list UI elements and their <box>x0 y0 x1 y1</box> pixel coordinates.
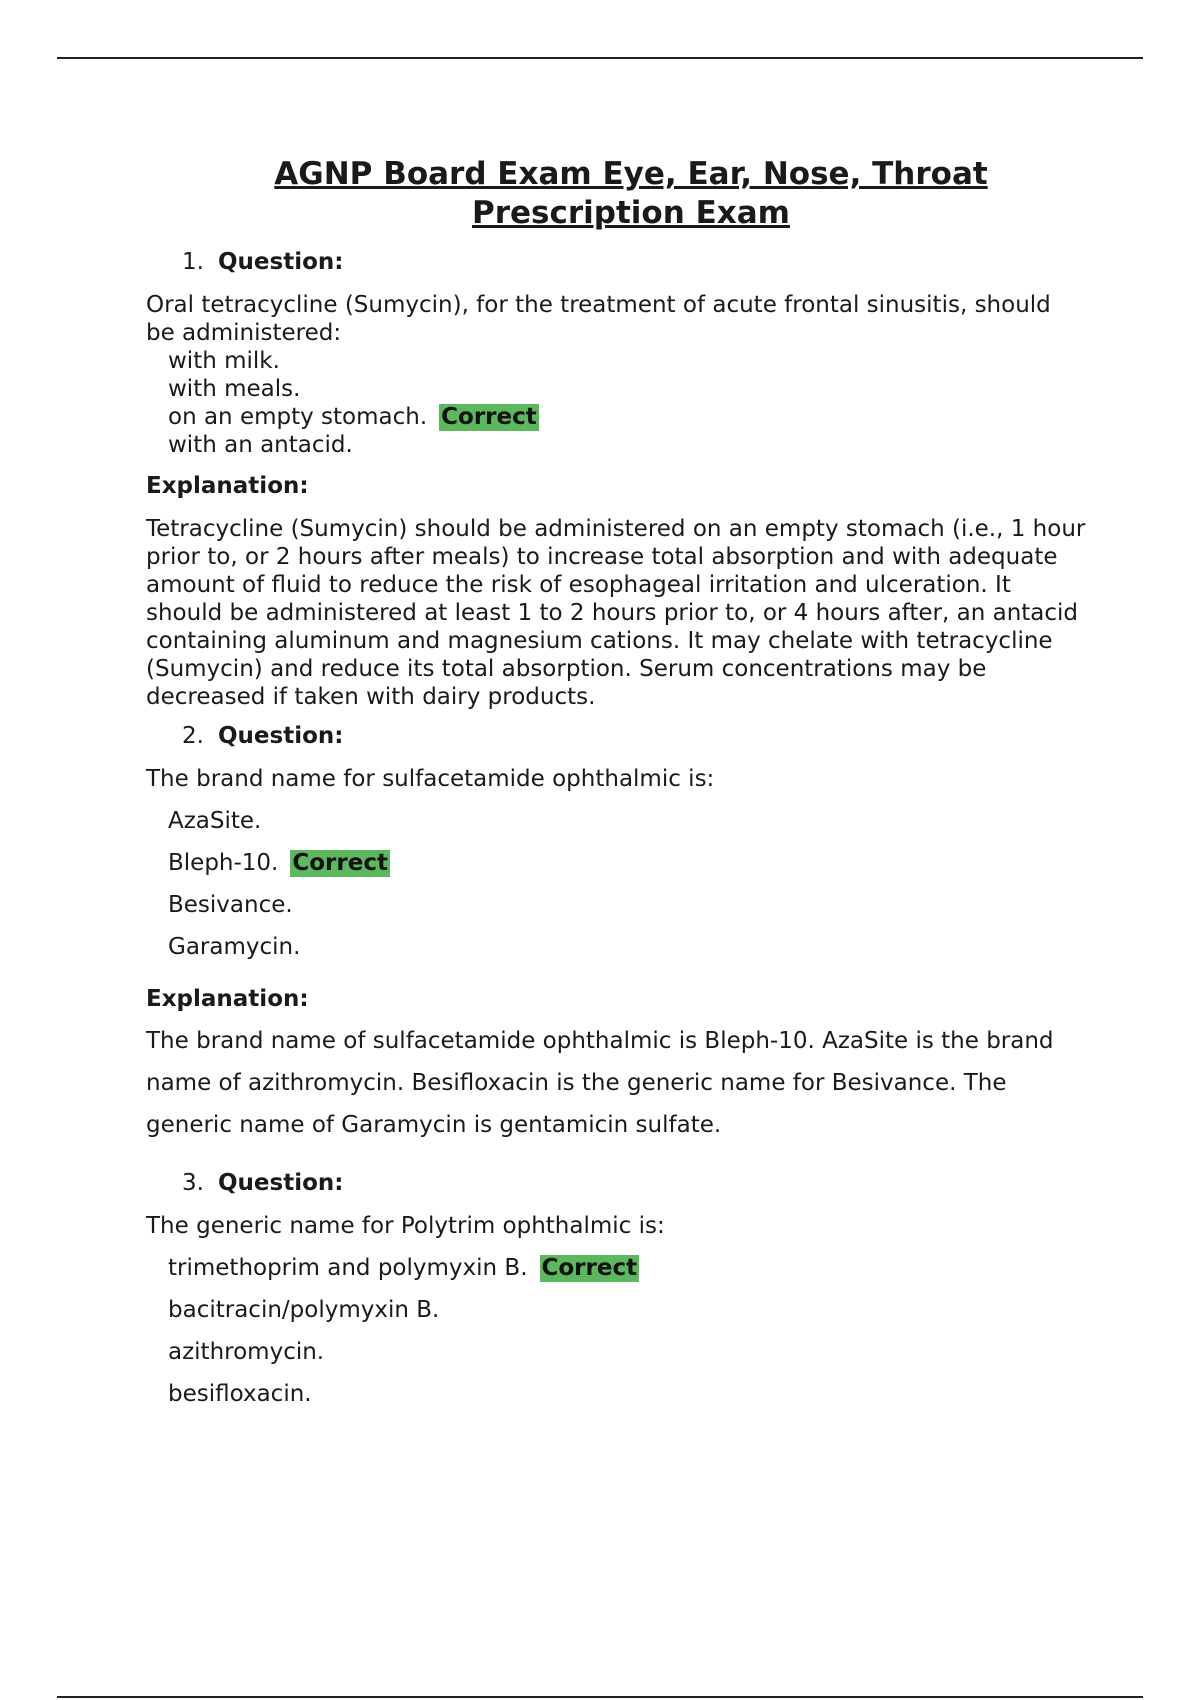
question-1-number: 1. <box>182 249 204 275</box>
option-text: with an antacid. <box>168 432 353 458</box>
question-2-text: The brand name for sulfacetamide ophthalmic is: <box>146 766 715 792</box>
option-text: with meals. <box>168 376 301 402</box>
question-2-option-c <box>168 890 1086 920</box>
question-3-option-b <box>168 1295 1086 1325</box>
question-2 <box>146 721 1086 1146</box>
question-1-heading <box>182 247 1086 277</box>
question-1-option-a <box>168 347 1086 375</box>
question-1-text: Oral tetracycline (Sumycin), for the treatment of acute frontal sinusitis, should be administered: <box>146 292 1051 346</box>
question-3-heading <box>182 1168 1086 1198</box>
question-2-option-b <box>168 848 1086 878</box>
question-1-option-b <box>168 375 1086 403</box>
option-text: Garamycin. <box>168 934 301 960</box>
question-1-option-d <box>168 431 1086 459</box>
question-1-label: Question: <box>218 249 344 275</box>
correct-badge: Correct <box>292 850 388 876</box>
question-2-option-a <box>168 806 1086 836</box>
question-3-options <box>146 1253 1086 1409</box>
question-1-explanation: Tetracycline (Sumycin) should be administered on an empty stomach (i.e., 1 hour prior to, or 2 hours after meals) to increase total absorption and with adequate amount of fluid to reduce the risk of esophageal irritation and ulceration. It should be administered at least 1 to 2 hours prior to, or 4 hours after, an antacid containing aluminum and magnesium cations. It may chelate with tetracycline (Sumycin) and reduce its total absorption. Serum concentrations may be decreased if taken with dairy products. <box>146 516 1086 710</box>
option-text: with milk. <box>168 348 280 374</box>
title-line-2: Prescription Exam <box>472 195 790 231</box>
document-page <box>146 155 1086 1421</box>
option-text: AzaSite. <box>168 808 262 834</box>
question-1-option-c <box>168 403 1086 431</box>
question-2-options <box>146 806 1086 962</box>
option-text: azithromycin. <box>168 1339 325 1365</box>
question-1-options <box>146 347 1086 459</box>
question-3-option-a <box>168 1253 1086 1283</box>
question-2-explanation: The brand name of sulfacetamide ophthalmic is Bleph-10. AzaSite is the brand name of azithromycin. Besifloxacin is the generic name for Besivance. The generic name of Garamycin is gentamicin sulfate. <box>146 1028 1054 1138</box>
correct-badge: Correct <box>541 1255 638 1281</box>
question-2-label: Question: <box>218 723 344 749</box>
option-text: Besivance. <box>168 892 293 918</box>
document-title <box>146 155 1086 233</box>
question-2-heading <box>182 721 1086 751</box>
title-line-1: AGNP Board Exam Eye, Ear, Nose, Throat <box>274 156 988 192</box>
question-3-number: 3. <box>182 1170 204 1196</box>
option-text: Bleph-10. <box>168 850 279 876</box>
question-1-explanation-heading: Explanation: <box>146 473 309 499</box>
question-2-explanation-heading: Explanation: <box>146 986 309 1012</box>
option-text: trimethoprim and polymyxin B. <box>168 1255 528 1281</box>
top-rule <box>57 57 1143 59</box>
correct-badge: Correct <box>441 404 537 430</box>
option-text: besifloxacin. <box>168 1381 312 1407</box>
question-1 <box>146 247 1086 711</box>
option-text: bacitracin/polymyxin B. <box>168 1297 440 1323</box>
question-3-text: The generic name for Polytrim ophthalmic is: <box>146 1213 665 1239</box>
question-3 <box>146 1168 1086 1409</box>
question-3-option-d <box>168 1379 1086 1409</box>
bottom-rule <box>57 1696 1143 1698</box>
question-3-label: Question: <box>218 1170 344 1196</box>
question-2-option-d <box>168 932 1086 962</box>
question-2-number: 2. <box>182 723 204 749</box>
option-text: on an empty stomach. <box>168 404 428 430</box>
question-3-option-c <box>168 1337 1086 1367</box>
